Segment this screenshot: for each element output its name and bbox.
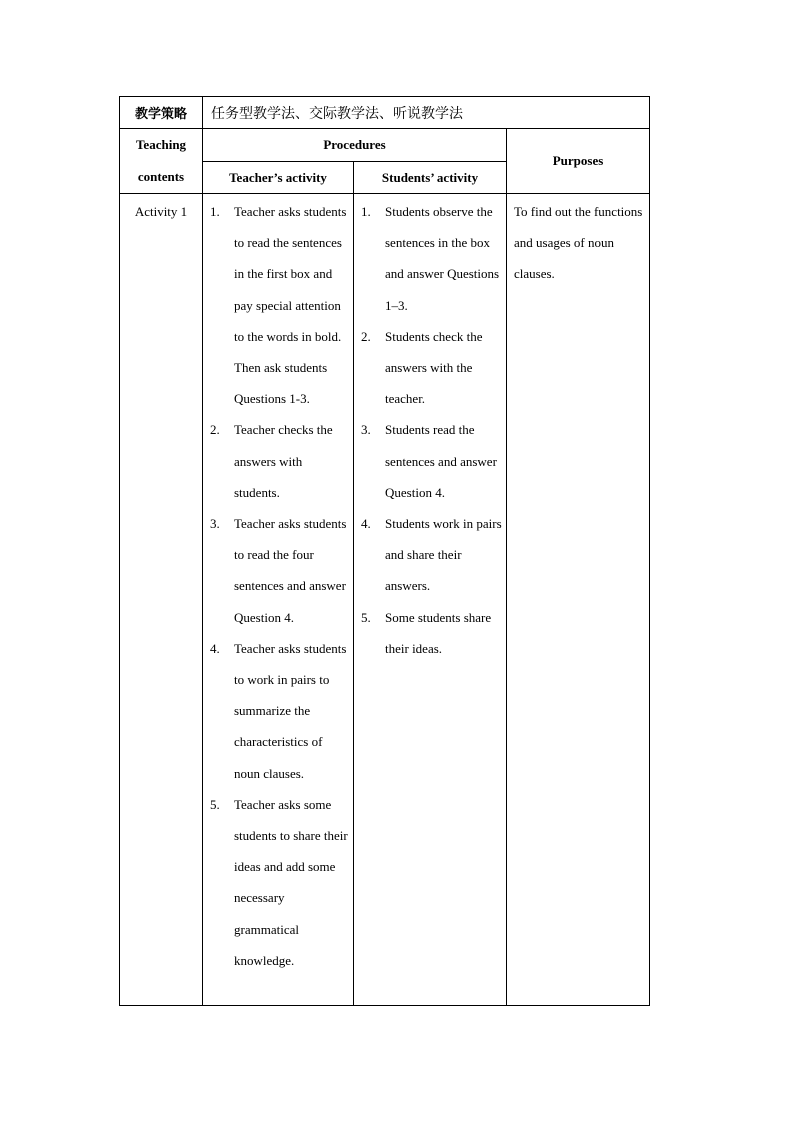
step-number: 5. xyxy=(361,609,371,625)
list-item xyxy=(354,321,506,415)
list-item xyxy=(203,508,353,633)
list-item xyxy=(203,633,353,789)
step-text: Teacher asks students to read the sentences in the first box and pay special attention to the words in bold. Then ask students Questions 1-3. xyxy=(234,204,347,407)
list-item xyxy=(203,196,353,414)
step-number: 4. xyxy=(361,516,371,532)
step-text: Students read the sentences and answer Question 4. xyxy=(385,422,497,500)
step-text: Teacher asks students to read the four sentences and answer Question 4. xyxy=(234,516,347,625)
activity-cell xyxy=(120,194,203,1006)
strategy-value: 任务型教学法、交际教学法、听说教学法 xyxy=(203,97,650,129)
list-item xyxy=(354,602,506,664)
list-item xyxy=(203,414,353,508)
teaching-contents-header-line2: contents xyxy=(137,169,185,184)
students-activity-header: Students’ activity xyxy=(354,162,507,194)
step-number: 3. xyxy=(210,516,220,532)
step-number: 3. xyxy=(361,422,371,438)
step-number: 2. xyxy=(361,328,371,344)
teaching-contents-header xyxy=(120,129,203,194)
purpose-text: To find out the functions and usages of noun clauses. xyxy=(514,204,643,282)
step-number: 5. xyxy=(210,796,220,812)
step-number: 2. xyxy=(210,422,220,438)
step-text: Teacher checks the answers with students. xyxy=(234,422,333,500)
step-number: 1. xyxy=(361,204,371,219)
teacher-activity-cell xyxy=(203,194,354,1006)
list-item xyxy=(203,789,353,976)
step-text: Some students share their ideas. xyxy=(385,609,492,656)
list-item xyxy=(354,414,506,508)
step-number: 4. xyxy=(210,640,220,656)
activity-name: Activity 1 xyxy=(134,204,188,219)
list-item xyxy=(354,508,506,602)
teacher-activity-header: Teacher’s activity xyxy=(203,162,354,194)
step-text: Students work in pairs and share their answers. xyxy=(385,516,502,594)
step-text: Students observe the sentences in the box and answer Questions 1–3. xyxy=(385,204,500,313)
teacher-steps-list xyxy=(203,196,353,976)
procedures-header: Procedures xyxy=(203,129,507,162)
step-text: Teacher asks students to work in pairs to summarize the characteristics of noun clauses. xyxy=(234,640,347,781)
strategy-label: 教学策略 xyxy=(120,97,203,129)
step-text: Teacher asks some students to share their ideas and add some necessary grammatical knowledge. xyxy=(234,796,348,968)
student-steps-list xyxy=(354,196,506,664)
teaching-contents-header-line1: Teaching xyxy=(135,137,187,152)
list-item xyxy=(354,196,506,321)
purposes-header: Purposes xyxy=(507,129,650,194)
step-text: Students check the answers with the teacher. xyxy=(385,328,483,407)
purposes-cell xyxy=(507,194,650,1006)
students-activity-cell xyxy=(354,194,507,1006)
lesson-plan-table xyxy=(119,96,650,1006)
step-number: 1. xyxy=(210,204,220,219)
